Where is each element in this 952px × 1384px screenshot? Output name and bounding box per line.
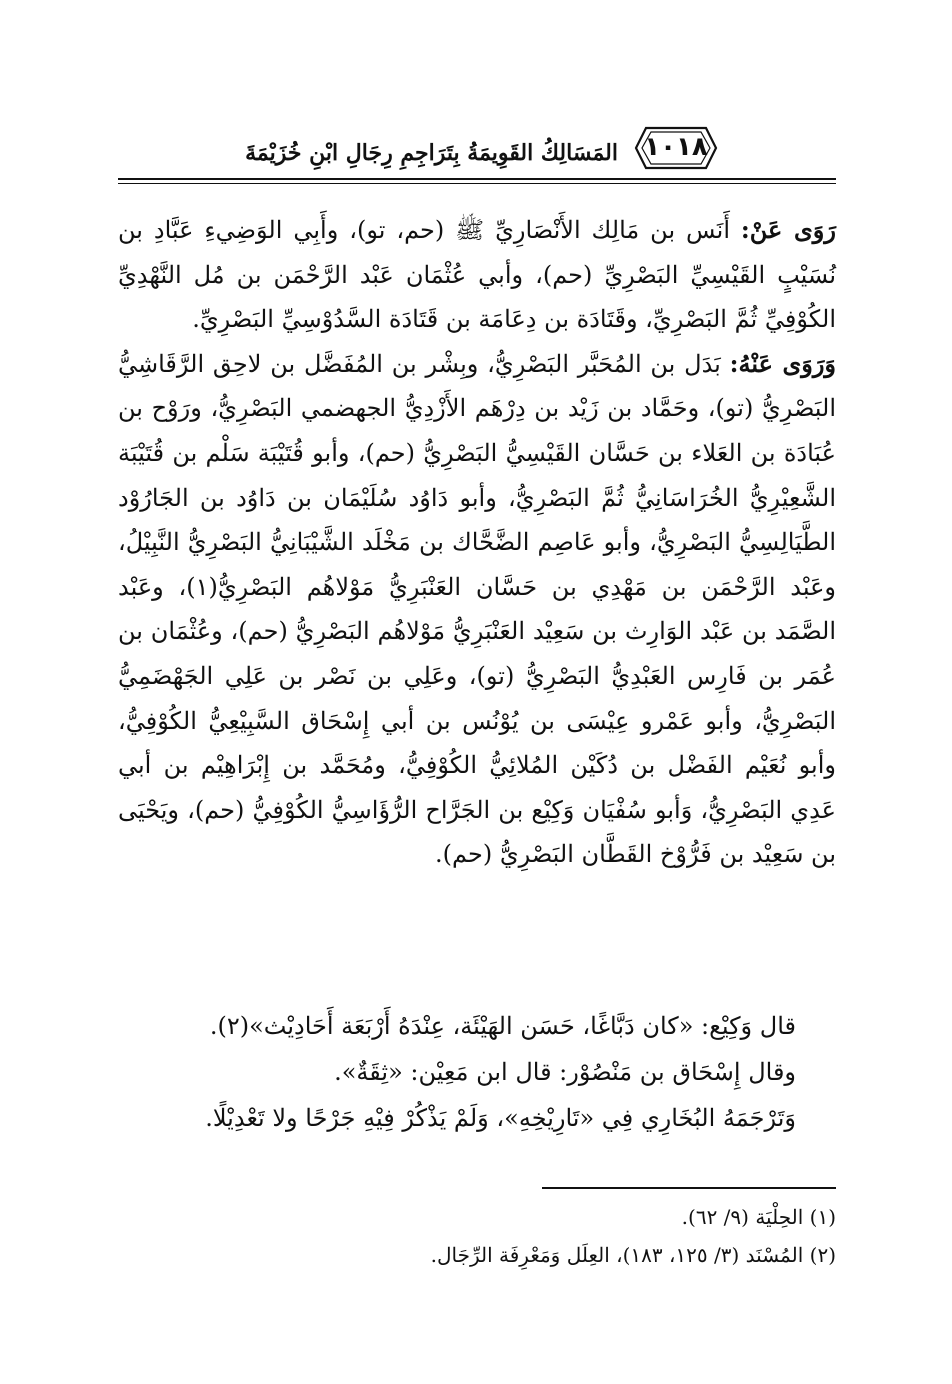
page-header <box>118 118 836 188</box>
header-rule <box>118 178 836 180</box>
footnote: (١) الحِلْيَة (٩/ ٦٢). <box>681 1205 836 1229</box>
main-text <box>118 208 836 877</box>
narrated-from-text: أَنَس بن مَالِك الأَنْصَارِيِّ ﷺ (حم، تو)، وأَبِي الوَضِيءِ عَبَّادِ بن نُسَيْبٍ القَيْسِيِّ البَصْرِيِّ (حم)، وأبي عُثْمَان عَبْد الرَّحْمَن بن مُل النَّهْدِيِّ الكُوْفِيِّ ثُمَّ البَصْرِيِّ، وقَتَادَة بن دِعَامَة بن قَتَادَة السَّدُوْسِيِّ البَصْرِيِّ. <box>118 216 836 334</box>
header-rule-thin <box>118 183 836 184</box>
narrated-by-text: بَدَل بن المُحَبَّر البَصْرِيُّ، وبِشْر بن المُفَضَّل بن لاحِق الرَّقَاشِيُّ البَصْرِيُّ (تو)، وحَمَّاد بن زَيْد بن دِرْهَم الأَزْدِيُّ الجهضمي البَصْرِيُّ، ورَوْح بن عُبَادَة بن العَلاء بن حَسَّان القَيْسِيُّ البَصْرِيُّ (حم)، وأبو قُتَيْبَة سَلْم بن قُتَيْبَة الشَّعِيْرِيُّ الخُرَاسَانِيُّ ثُمَّ البَصْرِيُّ، وأبو دَاوُد سُلَيْمَان بن دَاوُد بن الجَارُوْد الطَّيَالِسِيُّ البَصْرِيُّ، وأبو عَاصِم الضَّحَّاك بن مَخْلَد الشَّيْبَانِيُّ البَصْرِيُّ النَّبِيْلُ، وعَبْد الرَّحْمَن بن مَهْدِي بن حَسَّان العَنْبَرِيُّ مَوْلاهُم البَصْرِيُّ(١)، وعَبْد الصَّمَد بن عَبْد الوَارِث بن سَعِيْد العَنْبَرِيُّ مَوْلاهُم البَصْرِيُّ (حم)، وعُثْمَان بن عُمَر بن فَارِس العَبْدِيُّ البَصْرِيُّ (تو)، وعَلِي بن نَصْر بن عَلِي الجَهْضَمِيُّ البَصْرِيُّ، وأبو عَمْرو عِيْسَى بن يُوْنُس بن أبي إِسْحَاق السَّبِيْعِيُّ الكُوْفِيُّ، وأبو نُعَيْم الفَضْل بن دُكَيْن المُلائِيُّ الكُوْفِيُّ، ومُحَمَّد بن إِبْرَاهِيْم بن أبي عَدِي البَصْرِيُّ، وَأبو سُفْيَان وَكِيْع بن الجَرَّاح الرُّؤَاسِيُّ الكُوْفِيُّ (حم)، ويَحْيَى بن سَعِيْد بن فَرُّوْخ القَطَّان البَصْرِيُّ (حم). <box>118 349 836 869</box>
page-number: ١٠١٨ <box>644 132 708 162</box>
quote-line: قال وَكِيْع: «كان دَبَّاغًا، حَسَن الهَيْئَة، عِنْدَهُ أَرْبَعَة أَحَادِيْث»(٢). <box>209 1012 796 1040</box>
narrated-from-heading: رَوَى عَنْ: <box>740 215 836 244</box>
narrated-by-paragraph <box>118 342 836 877</box>
quote-line: وَتَرْجَمَهُ البُخَارِي فِي «تَارِيْخِهِ»، وَلَمْ يَذْكُرْ فِيْهِ جَرْحًا ولا تَعْدِيْلًا. <box>205 1104 796 1132</box>
footnote-separator <box>542 1187 836 1189</box>
quote-line: وقال إِسْحَاق بن مَنْصُوْر: قال ابن مَعِيْن: «ثِقَةٌ». <box>334 1058 796 1086</box>
running-title: المَسَالِكُ القَوِيمَةُ بِتَرَاجِمِ رِجَالِ ابْنِ خُزَيْمَةَ <box>245 140 618 166</box>
footnotes <box>118 1198 836 1274</box>
narrated-by-heading: وَرَوَى عَنْهُ: <box>729 348 836 378</box>
quotes-section <box>118 1003 836 1141</box>
footnote: (٢) المُسْنَد (٣/ ١٢٥، ١٨٣)، العِلَل وَمَعْرِفَة الرِّجَال. <box>430 1243 836 1267</box>
page-number-ornament <box>632 122 720 174</box>
narrated-from-paragraph <box>118 208 836 342</box>
